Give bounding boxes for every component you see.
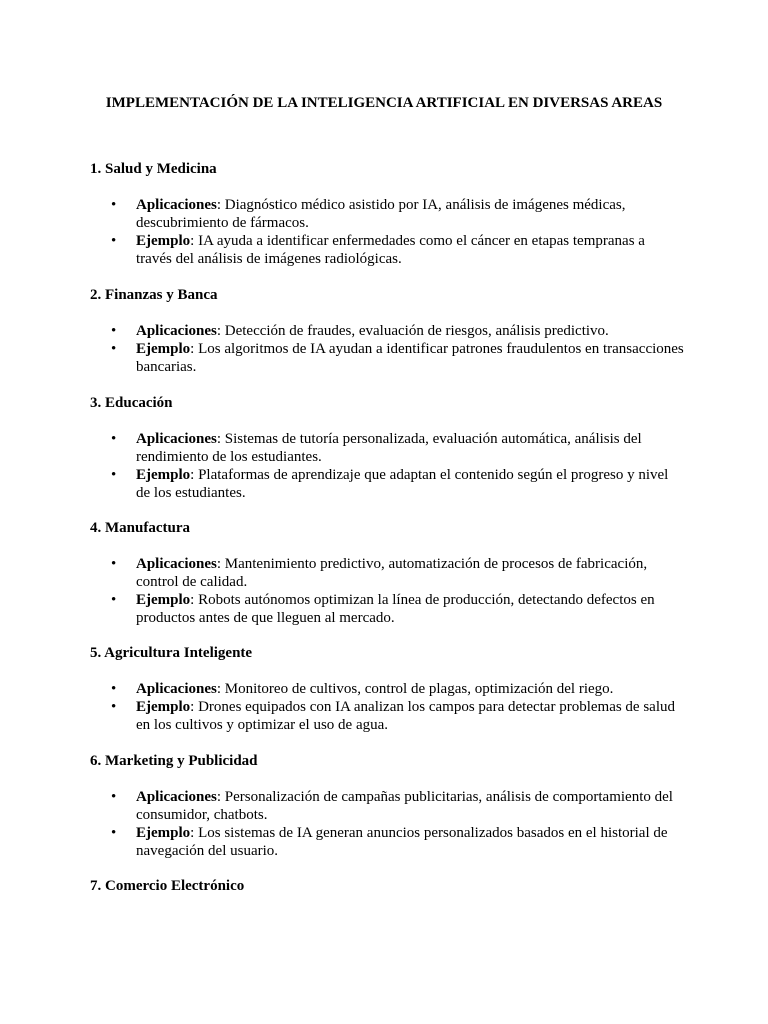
list-item [90, 322, 684, 340]
list-item [90, 591, 684, 627]
item-text: : Detección de fraudes, evaluación de riesgos, análisis predictivo. [216, 323, 609, 339]
bullet-list [90, 196, 690, 268]
item-label: Ejemplo [136, 341, 191, 357]
section-finanzas [90, 286, 690, 376]
item-text: : Drones equipados con IA analizan los campos para detectar problemas de salud en los cultivos y optimizar el uso de agua. [136, 699, 676, 733]
list-item [90, 196, 684, 232]
bullet-icon: • [111, 467, 117, 483]
bullet-icon: • [111, 233, 117, 249]
item-label: Aplicaciones [136, 789, 217, 805]
bullet-list [90, 430, 690, 502]
item-text: : Sistemas de tutoría personalizada, evaluación automática, análisis del rendimiento de los estudiantes. [136, 431, 642, 465]
bullet-icon: • [111, 431, 117, 447]
item-label: Aplicaciones [136, 197, 217, 213]
list-item [90, 232, 684, 268]
section-agricultura [90, 644, 690, 734]
bullet-icon: • [111, 789, 117, 805]
bullet-list [90, 555, 690, 627]
section-heading: 1. Salud y Medicina [90, 161, 217, 177]
bullet-icon: • [111, 341, 117, 357]
item-text: : Diagnóstico médico asistido por IA, análisis de imágenes médicas, descubrimiento de fármacos. [136, 197, 626, 231]
item-label: Aplicaciones [136, 323, 217, 339]
item-text: : IA ayuda a identificar enfermedades como el cáncer en etapas tempranas a través del análisis de imágenes radiológicas. [136, 233, 645, 267]
list-item [90, 680, 684, 698]
bullet-icon: • [111, 323, 117, 339]
section-heading: 5. Agricultura Inteligente [90, 645, 253, 661]
item-label: Ejemplo [136, 825, 191, 841]
section-heading: 2. Finanzas y Banca [90, 287, 218, 303]
item-label: Aplicaciones [136, 556, 217, 572]
item-text: : Mantenimiento predictivo, automatización de procesos de fabricación, control de calidad. [136, 556, 648, 590]
section-heading: 7. Comercio Electrónico [90, 878, 245, 894]
bullet-icon: • [111, 197, 117, 213]
section-heading: 3. Educación [90, 395, 173, 411]
section-educacion [90, 394, 690, 502]
bullet-list [90, 788, 690, 860]
item-text: : Robots autónomos optimizan la línea de producción, detectando defectos en productos antes de que lleguen al mercado. [136, 592, 655, 626]
bullet-list [90, 680, 690, 734]
list-item [90, 340, 684, 376]
item-label: Ejemplo [136, 233, 191, 249]
bullet-list [90, 322, 690, 376]
list-item [90, 466, 684, 502]
document-title: IMPLEMENTACIÓN DE LA INTELIGENCIA ARTIFICIAL EN DIVERSAS AREAS [105, 95, 663, 111]
item-label: Aplicaciones [136, 681, 217, 697]
section-heading: 6. Marketing y Publicidad [90, 753, 258, 769]
bullet-icon: • [111, 592, 117, 608]
section-comercio [90, 877, 690, 895]
bullet-icon: • [111, 825, 117, 841]
section-marketing [90, 752, 690, 860]
item-text: : Personalización de campañas publicitarias, análisis de comportamiento del consumidor, chatbots. [136, 789, 673, 823]
item-text: : Los sistemas de IA generan anuncios personalizados basados en el historial de navegación del usuario. [136, 825, 668, 859]
section-salud [90, 160, 690, 268]
section-heading: 4. Manufactura [90, 520, 190, 536]
bullet-icon: • [111, 699, 117, 715]
list-item [90, 788, 684, 824]
item-text: : Monitoreo de cultivos, control de plagas, optimización del riego. [216, 681, 614, 697]
item-label: Ejemplo [136, 467, 191, 483]
item-label: Aplicaciones [136, 431, 217, 447]
bullet-icon: • [111, 681, 117, 697]
section-manufactura [90, 519, 690, 627]
item-label: Ejemplo [136, 592, 191, 608]
list-item [90, 555, 684, 591]
bullet-icon: • [111, 556, 117, 572]
item-text: : Los algoritmos de IA ayudan a identificar patrones fraudulentos en transacciones bancarias. [136, 341, 684, 375]
list-item [90, 824, 684, 860]
list-item [90, 698, 684, 734]
item-text: : Plataformas de aprendizaje que adaptan el contenido según el progreso y nivel de los estudiantes. [136, 467, 669, 501]
list-item [90, 430, 684, 466]
item-label: Ejemplo [136, 699, 191, 715]
